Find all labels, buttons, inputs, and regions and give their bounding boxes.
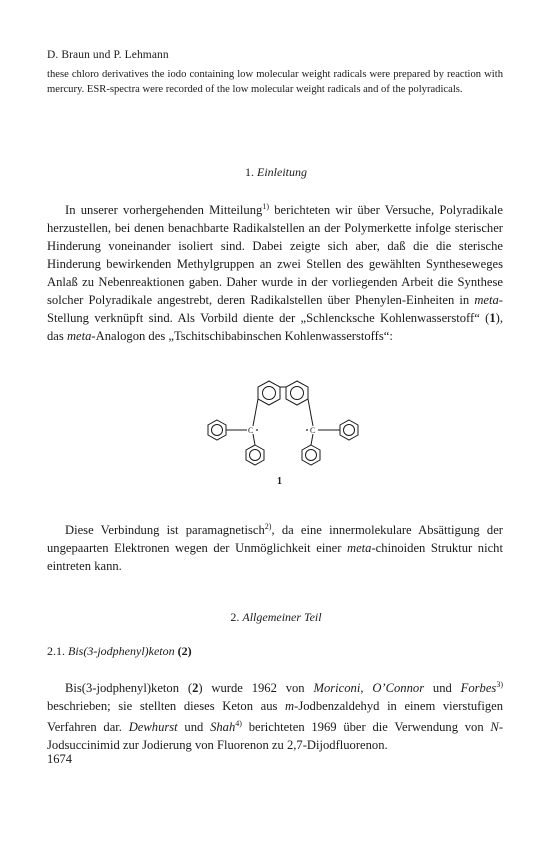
chemical-structure-figure xyxy=(196,365,366,493)
radical-carbon-left: C xyxy=(248,426,254,435)
footnote-ref-1: 1) xyxy=(262,202,269,211)
paramagnetism-paragraph: Diese Verbindung ist paramagnetisch$^{2)}$, da eine innermolekulare Absättigung der ungepaarten Elektronen wegen der Unmöglichkeit einer meta-chinoiden Struktur nicht eintreten kann. xyxy=(47,522,504,574)
intro-paragraph: In unserer vorhergehenden Mitteilung$^{1)}$ berichteten wir über Versuche, Polyradikale herzustellen, bei denen benachbarte Radikalstellen an der Polymerkette infolge sterischer Hinderung voneinander isoliert sind. Dabei zeigte sich aber, daß die die sterische Hinderung bewirkenden Methylgruppen an zwei Stellen des gewählten Syntheseweges Anlaß zu Nebenreaktionen gaben. Daher wurde in der vorliegenden Arbeit die Synthese solcher Polyradikale angestrebt, deren Radikalstellen über Phenylen-Einheiten in meta-Stellung verknüpft sind. Als Vorbild diente der „Schlencksche Kohlenwasserstoff“ (1), das meta-Analogon des „Tschitschibabinschen Kohlenwasserstoffs“: xyxy=(47,202,503,344)
schlenk-hydrocarbon-structure xyxy=(196,365,366,493)
section-heading-allgemeiner-teil xyxy=(0,610,552,625)
compound-ref-2: 2 xyxy=(192,681,199,696)
footnote-ref-2: 2) xyxy=(264,522,272,531)
radical-carbon-right: C xyxy=(310,426,316,435)
section-title: Einleitung xyxy=(257,165,307,179)
radical-dot-left xyxy=(256,429,258,431)
compound-ref-1: 1 xyxy=(489,311,496,326)
running-header-authors: D. Braun und P. Lehmann xyxy=(47,49,169,61)
section-heading-einleitung xyxy=(0,165,552,180)
section-number: 1. xyxy=(245,165,254,179)
footnote-ref-4: 4) xyxy=(235,719,242,729)
section-number: 2. xyxy=(230,610,240,624)
ketone-paragraph: Bis(3-jodphenyl)keton (2) wurde 1962 von Moriconi, O’Connor und Forbes$^{3)}$ beschrieben; sie stellten dieses Keton aus m-Jodbenzaldehyd in einem vierstufigen Verfahren dar. Dewhurst und Shah$^{4)}$ berichteten 1969 über die Verwendung von N-Jodsuccinimid zur Jodierung von Fluorenon zu 2,7-Dijodfluorenon. xyxy=(47,680,504,753)
page-number: 1674 xyxy=(47,752,72,766)
footnote-ref-3: 3) xyxy=(496,680,504,689)
abstract-tail: these chloro derivatives the iodo containing low molecular weight radicals were prepared by reaction with mercury. ESR-spectra were recorded of the low molecular weight radicals and of the polyradicals. xyxy=(47,69,503,95)
subsection-heading: 2.1. Bis(3-jodphenyl)keton (2) xyxy=(47,644,192,658)
section-title: Allgemeiner Teil xyxy=(242,610,322,624)
compound-label-1: 1 xyxy=(277,476,282,487)
radical-dot-right xyxy=(306,429,308,431)
